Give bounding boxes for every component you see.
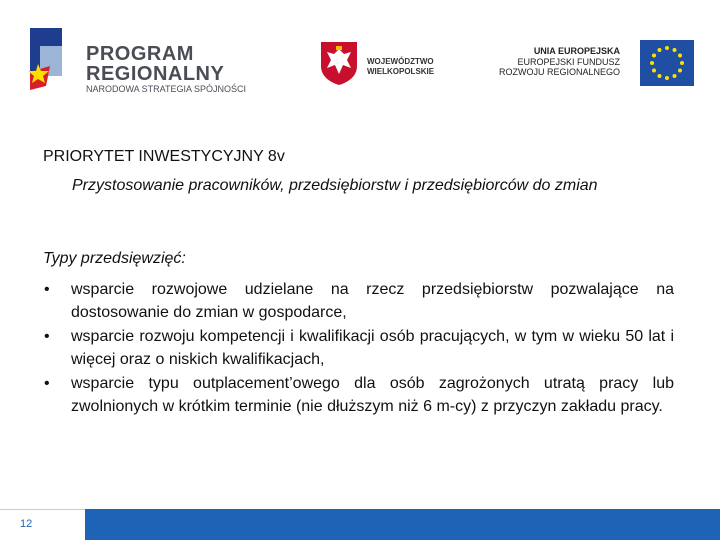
list-item-text: wsparcie rozwoju kompetencji i kwalifikacji osób pracujących, w tym w wieku 50 lat i więcej oraz o niskich kwalifikacjach, — [71, 328, 674, 368]
bullet-icon: • — [44, 375, 50, 392]
eu-logo-line2: EUROPEJSKI FUNDUSZ — [517, 56, 620, 67]
list-item — [44, 279, 674, 324]
program-logo-tagline: NARODOWA STRATEGIA SPÓJNOŚCI — [86, 84, 247, 94]
project-types-list — [44, 279, 674, 420]
eu-logo-line1: UNIA EUROPEJSKA — [533, 46, 620, 56]
footer-page-area — [0, 509, 85, 541]
program-logo-line1: PROGRAM — [86, 43, 194, 65]
list-item-text: wsparcie rozwojowe udzielane na rzecz przedsiębiorstw pozwalające na dostosowanie do zmian w gospodarce, — [71, 281, 674, 321]
page-number: 12 — [20, 518, 33, 530]
eu-logo-line3: ROZWOJU REGIONALNEGO — [498, 67, 620, 77]
list-item — [44, 373, 674, 418]
program-logo-line2: REGIONALNY — [86, 63, 225, 85]
footer-bar — [85, 509, 720, 540]
priority-subheading: Przystosowanie pracowników, przedsiębiorstw i przedsiębiorców do zmian — [72, 177, 598, 194]
wielkopolska-crest-icon — [317, 40, 361, 86]
eu-flag-icon — [640, 40, 694, 86]
list-item — [44, 326, 674, 371]
region-logo-line2: WIELKOPOLSKIE — [367, 67, 435, 76]
project-types-label: Typy przedsięwzięć: — [43, 250, 186, 267]
region-logo-line1: WOJEWÓDZTWO — [367, 57, 434, 66]
program-regionalny-logo-icon — [28, 26, 76, 98]
priority-heading: PRIORYTET INWESTYCYJNY 8v — [43, 148, 285, 165]
bullet-icon: • — [44, 328, 50, 345]
eu-logo-text — [499, 46, 620, 78]
list-item-text: wsparcie typu outplacement’owego dla osób zagrożonych utratą pracy lub zwolnionych w krótkim terminie (nie dłuższym niż 6 m-cy) z przyczyn zakładu pracy. — [71, 375, 674, 415]
bullet-icon: • — [44, 281, 50, 298]
